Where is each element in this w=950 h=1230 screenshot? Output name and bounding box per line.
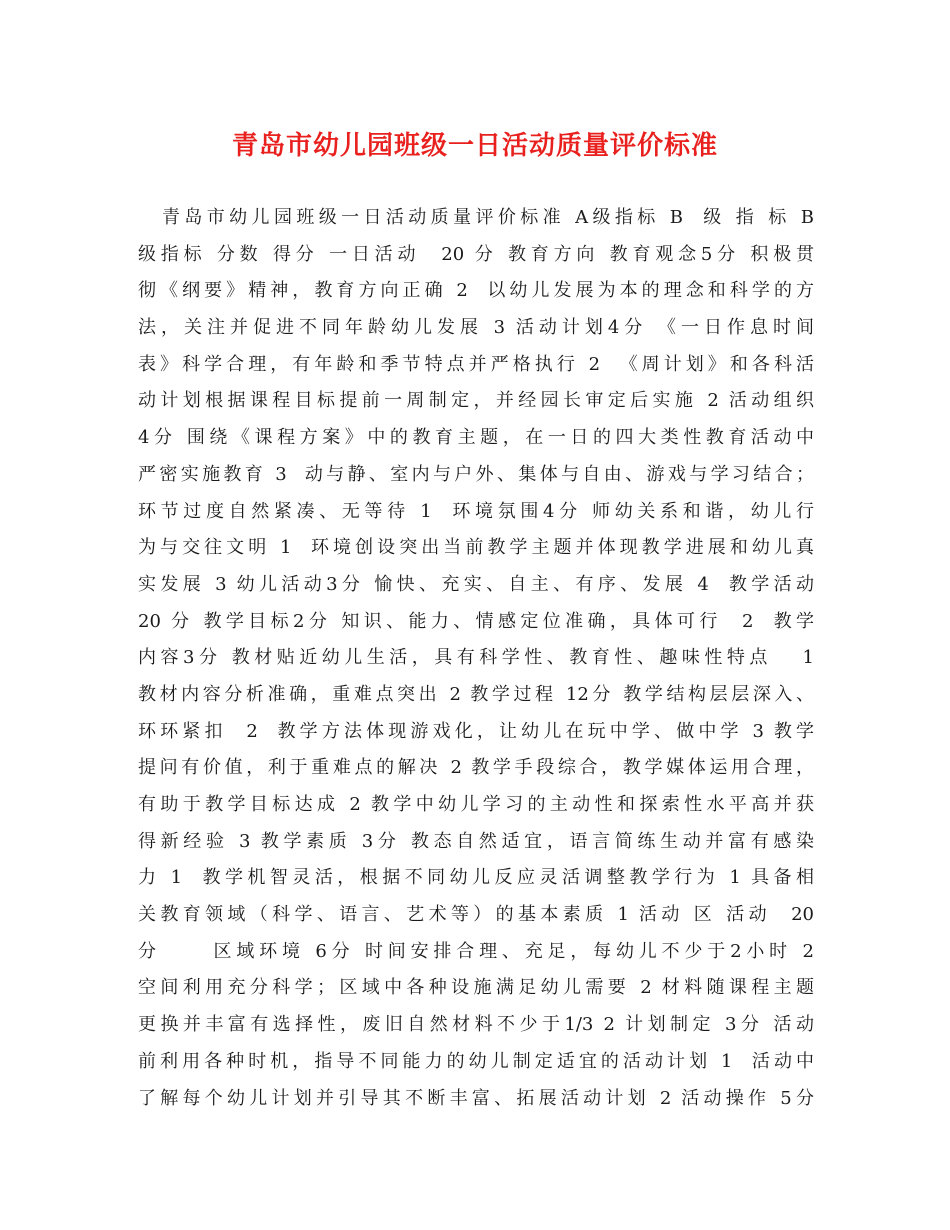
text-line: 为与交往文明 1 环境创设突出当前教学主题并体现教学进展和幼儿真 [138, 537, 814, 559]
text-line: 提问有价值，利于重难点的解决 2 教学手段综合，教学媒体运用合理， [138, 757, 814, 779]
text-line: 环节过度自然紧凑、无等待 1 环境氛围4分 师幼关系和谐，幼儿行 [138, 500, 814, 522]
text-line: 级指标 分数 得分 一日活动 20 分 教育方向 教育观念5分 积极贯 [138, 243, 814, 265]
text-line: 青岛市幼儿园班级一日活动质量评价标准 A级指标 B 级 指 标 B [162, 207, 814, 228]
text-line: 前利用各种时机，指导不同能力的幼儿制定适宜的活动计划 1 活动中 [138, 1050, 814, 1072]
text-line: 彻《纲要》精神，教育方向正确 2 以幼儿发展为本的理念和科学的方 [138, 280, 814, 302]
text-line: 实发展 3 幼儿活动3分 愉快、充实、自主、有序、发展 4 教学活动 [138, 573, 814, 595]
text-line: 分 区域环境 6分 时间安排合理、充足，每幼儿不少于2小时 2 [138, 940, 814, 962]
text-line: 力 1 教学机智灵活，根据不同幼儿反应灵活调整教学行为 1 具备相 [138, 867, 814, 889]
text-line: 空间利用充分科学；区域中各种设施满足幼儿需要 2 材料随课程主题 [138, 977, 814, 999]
text-line: 有助于教学目标达成 2 教学中幼儿学习的主动性和探索性水平高并获 [138, 794, 814, 815]
text-line: 教材内容分析准确，重难点突出 2 教学过程 12分 教学结构层层深入、 [138, 683, 814, 705]
text-line: 关教育领域（科学、语言、艺术等）的基本素质 1 活动 区 活动 20 [138, 904, 814, 926]
text-line: 严密实施教育 3 动与静、室内与户外、集体与自由、游戏与学习结合； [138, 463, 814, 485]
text-line: 法，关注并促进不同年龄幼儿发展 3 活动计划4分 《一日作息时间 [138, 317, 814, 339]
text-line: 了解每个幼儿计划并引导其不断丰富、拓展活动计划 2 活动操作 5分 [138, 1087, 814, 1109]
text-line: 更换并丰富有选择性，废旧自然材料不少于1/3 2 计划制定 3分 活动 [138, 1014, 814, 1036]
text-line: 20 分 教学目标2分 知识、能力、情感定位准确，具体可行 2 教学 [138, 610, 814, 632]
text-line: 得新经验 3 教学素质 3分 教态自然适宜，语言简练生动并富有感染 [138, 830, 814, 852]
page-title: 青岛市幼儿园班级一日活动质量评价标准 [231, 131, 718, 161]
text-line: 动计划根据课程目标提前一周制定，并经园长审定后实施 2 活动组织 [138, 390, 814, 412]
document-body [138, 200, 814, 1117]
text-line: 环环紧扣 2 教学方法体现游戏化，让幼儿在玩中学、做中学 3 教学 [138, 720, 814, 742]
text-line: 表》科学合理，有年龄和季节特点并严格执行 2 《周计划》和各科活 [138, 353, 814, 375]
text-line: 内容3分 教材贴近幼儿生活，具有科学性、教育性、趣味性特点 1 [138, 647, 814, 669]
text-line: 4分 围绕《课程方案》中的教育主题，在一日的四大类性教育活动中 [138, 427, 814, 449]
